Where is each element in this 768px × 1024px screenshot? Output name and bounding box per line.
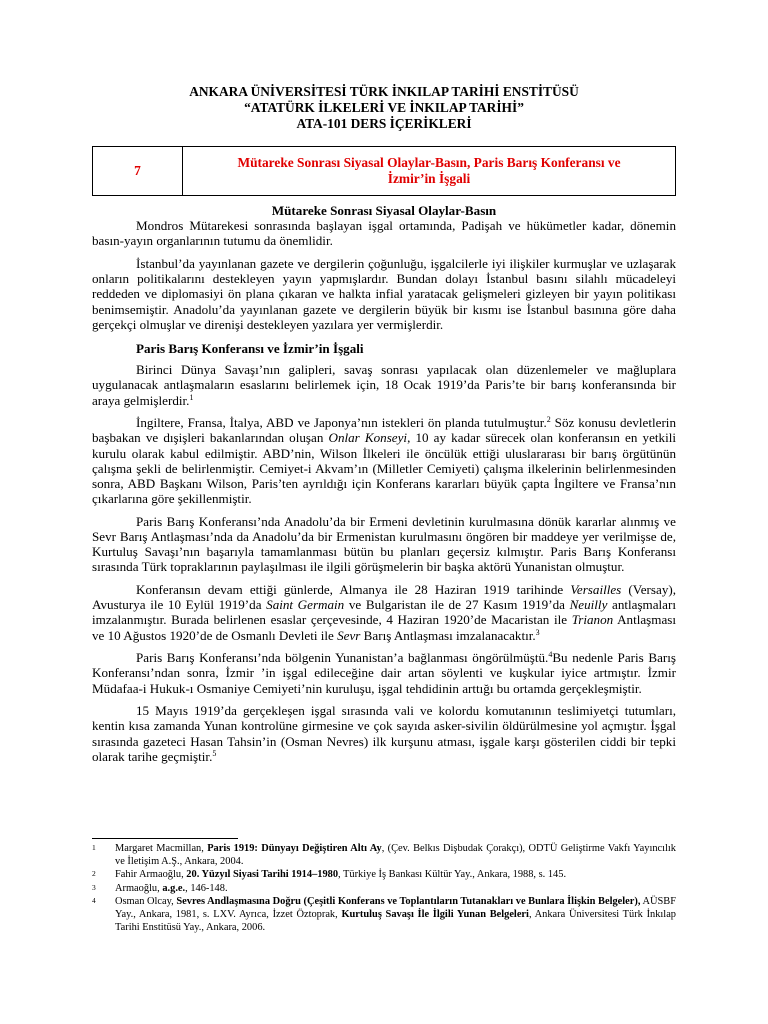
paragraph-text: , 10 ay kadar sürecek olan konferansın en yetkili kurulu olarak kabul edilmiştir. ABD’nin, Wilson İlkeleri ile öncülük ettiği uluslararası bir barış örgütünün çalışma şekli de belirlenmiştir. Cemiyet-i Akvam’ın (Milletler Cemiyeti) çalışma ilkelerinin belirlenmesinden sonra, ABD Başkanı Wilson, Paris’ten ayrıldığı için Konferans kararları büyük çapta İngiltere ve Fransa’nın çıkarlarına göre şekillenmiştir. (92, 430, 676, 507)
footnote (92, 883, 676, 896)
footnote-publisher: , (Çev. Belkıs Dişbudak Çorakçı), ODTÜ Geliştirme Vakfı Yayıncılık ve İletişim A.Ş., Ankara, 2004. (115, 843, 676, 867)
footnote-author: Margaret Macmillan, (115, 843, 208, 854)
paragraph (92, 415, 676, 506)
paragraph-text: ve Bulgaristan ile de 27 Kasım 1919’da (344, 597, 570, 613)
footnote-author: Armaoğlu, (115, 882, 163, 894)
footnote-number: 2 (92, 869, 96, 879)
emphasis: Neuilly (569, 597, 608, 613)
footnote-number: 3 (92, 882, 96, 892)
topic-title: Mütareke Sonrası Siyasal Olaylar-Basın, Paris Barış Konferansı ve İzmir’in İşgali (237, 155, 621, 186)
paragraph-text: Konferansın devam ettiği günlerde, Almanya ile 28 Haziran 1919 tarihinde (136, 582, 571, 598)
footnote-ref: 5 (212, 748, 217, 758)
paragraph-text: Bu nedenle Paris Barış Konferansı’ndan sonra, İzmir ’in işgal edileceğine dair artan söylenti ve kuşkular iyice artmıştır. İzmir Müdafaa-i Hukuk-ı Osmaniye Cemiyeti’nin kuruluşu, işgal tehdidinin arttığı bu ortamda gerçekleşmiştir. (92, 650, 677, 696)
footnote-text (115, 883, 676, 896)
topic-number: 7 (93, 147, 183, 195)
paragraph-text: Paris Barış Konferansı’nda bölgenin Yunanistan’a bağlanması öngörülmüştü. (136, 650, 549, 666)
paragraph (92, 582, 676, 643)
emphasis: Versailles (570, 582, 622, 598)
footnote-publisher: , Ankara Üniversitesi Türk İnkılap Tarihi Enstitüsü Yay., Ankara, 2006. (115, 908, 677, 933)
footnote-text (115, 843, 676, 868)
footnote-text (115, 869, 676, 882)
footnote-publisher: , 146-148. (185, 882, 228, 894)
paragraph: İstanbul’da yayınlanan gazete ve dergilerin çoğunluğu, işgalcilerle iyi ilişkiler kurmuşlar ve uzlaşarak onların politikalarını destekleyen yayın yapmışlardır. Bundan dolayı İstanbul basını silahlı mücadeleyi reddeden ve diplomasiyi ön plana çıkaran ve halkta infial yaratacak gelişmeleri gizleyen bir yayın politikası benimsemiştir. Anadolu’da yayınlanan gazete ve dergilerin büyük bir kısmı ise İstanbul basınına göre daha gerçekçi olmuşlar ve direnişi destekleyen yazılara yer vermişlerdir. (92, 256, 676, 332)
document-body (92, 203, 676, 771)
emphasis: Saint Germain (266, 597, 345, 613)
section-heading: Paris Barış Konferansı ve İzmir’in İşgali (136, 341, 364, 357)
paragraph-text: Barış Antlaşması imzalanacaktır. (360, 627, 536, 643)
course-subtitle: ATA-101 DERS İÇERİKLERİ (296, 116, 472, 131)
course-title: “ATATÜRK İLKELERİ VE İNKILAP TARİHİ” (244, 100, 524, 115)
document-header (0, 84, 768, 132)
footnote (92, 869, 676, 882)
footnote-separator (92, 838, 238, 839)
footnote (92, 843, 676, 868)
paragraph (92, 703, 676, 764)
institute-title: ANKARA ÜNİVERSİTESİ TÜRK İNKILAP TARİHİ ENSTİTÜSÜ (189, 84, 579, 99)
footnote-publisher: , Türkiye İş Bankası Kültür Yay., Ankara, 1988, s. 145. (338, 869, 567, 881)
footnote-number: 1 (92, 843, 96, 852)
footnote-ref: 3 (535, 627, 540, 637)
footnote-ref: 4 (548, 650, 553, 660)
paragraph-text: Antlaşması ve 10 Ağustos 1920’de de Osmanlı Devleti ile (92, 612, 676, 643)
paragraph-text: 15 Mayıs 1919’da gerçekleşen işgal sırasında vali ve kolordu komutanının teslimiyetçi tutumları, kentin kısa zamanda Yunan kontrolüne girmesine ve çok sayıda asker-sivilin öldürülmesine yol açmıştır. İşgal sırasında gazeteci Hasan Tahsin’in (Osman Nevres) ilk kurşunu atması, işgale karşı gösterilen ciddi bir tepki olarak tarihe geçmiştir. (92, 703, 676, 764)
emphasis: Trianon (571, 612, 614, 628)
footnote-author: Osman Olcay, (115, 896, 177, 908)
paragraph (92, 362, 676, 408)
footnote-book-title: 20. Yüzyıl Siyasi Tarihi 1914–1980 (186, 869, 339, 881)
footnote-book-title: Kurtuluş Savaşı İle İlgili Yunan Belgeleri (341, 908, 529, 920)
paragraph: Paris Barış Konferansı’nda Anadolu’da bir Ermeni devletinin kurulmasına dönük kararlar alınmış ve Sevr Barış Antlaşması’nda da Anadolu’da bir Ermenistan kurulmasını öngören bir maddeye yer verilmişse de, Kurtuluş Savaşı’nın başarıyla tamamlanması bütün bu planları geçersiz kılmıştır. Paris Barış Konferansı sırasında Türk topraklarının paylaşılması ile ilgili görüşmelerin bir başka aktörü Yunanistan olmuştur. (92, 513, 676, 575)
topic-table (92, 146, 676, 196)
emphasis: Onlar Konseyi (328, 430, 408, 446)
paragraph-text: antlaşmaları imzalanmıştır. Burada belirlenen esaslar çerçevesinde, 4 Haziran 1920’de Macaristan ile (92, 597, 676, 628)
footnote-text (115, 896, 676, 934)
paragraph (92, 650, 676, 696)
footnote-book-title: a.g.e. (162, 882, 186, 894)
footnote-book-title: Paris 1919: Dünyayı Değiştiren Altı Ay (207, 843, 382, 854)
footnote (92, 896, 676, 934)
section-heading: Mütareke Sonrası Siyasal Olaylar-Basın (271, 203, 497, 218)
footnote-publisher: AÜSBF Yay., Ankara, 1981, s. LXV. Ayrıca, İzzet Öztoprak, (115, 896, 676, 920)
paragraph-text: Birinci Dünya Savaşı’nın galipleri, savaş sonrası yapılacak olan düzenlemeler ve mağluplara uygulanacak antlaşmaların esaslarını belirlemek için, 18 Ocak 1919’da Paris’te bir barış konferansında bir araya gelmişlerdir. (92, 362, 676, 408)
paragraph: Mondros Mütarekesi sonrasında başlayan işgal ortamında, Padişah ve hükümetler kadar, dönemin basın-yayın organlarının tutumu da önemlidir. (92, 218, 676, 249)
footnote-number: 4 (92, 896, 96, 906)
paragraph-text: İngiltere, Fransa, İtalya, ABD ve Japonya’nın istekleri ön planda tutulmuştur. (136, 415, 547, 431)
footnote-author: Fahir Armaoğlu, (115, 869, 187, 881)
footnote-book-title: Sevres Andlaşmasına Doğru (Çeşitli Konferans ve Toplantıların Tutanakları ve Bunlara İlişkin Belgeler), (176, 896, 641, 908)
footnote-ref: 1 (189, 392, 194, 402)
paragraph-text: Söz konusu devletlerin başbakan ve dışişleri bakanlarından oluşan (92, 415, 676, 446)
footnote-ref: 2 (546, 415, 551, 425)
paragraph-text: (Versay), Avusturya ile 10 Eylül 1919’da (92, 582, 676, 613)
footnotes (92, 843, 676, 935)
emphasis: Sevr (337, 627, 361, 643)
